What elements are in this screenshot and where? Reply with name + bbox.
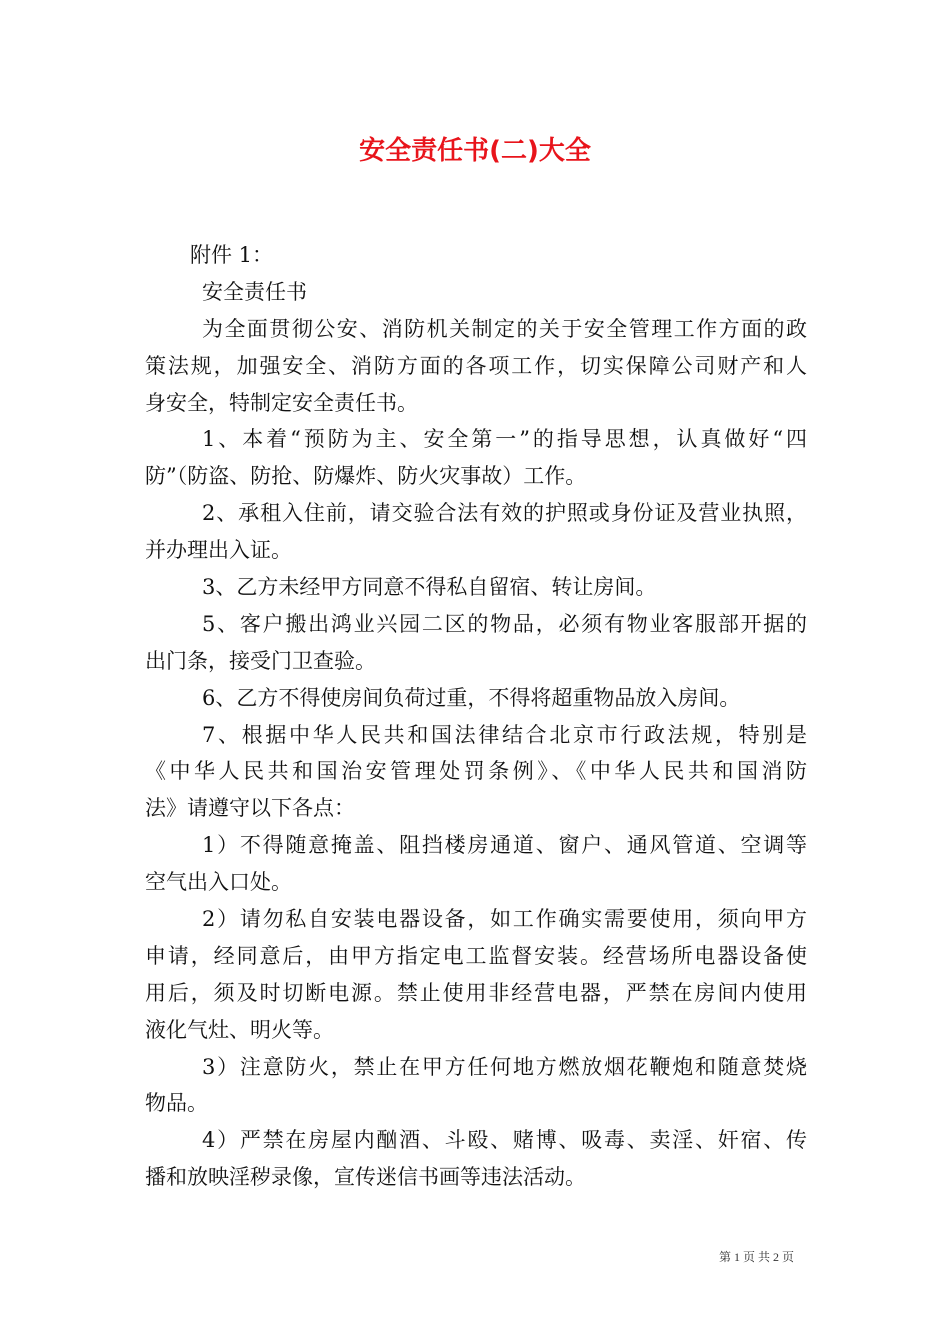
text-line: 播和放映淫秽录像，宣传迷信书画等违法活动。: [145, 1165, 586, 1190]
text-line: 《中华人民共和国治安管理处罚条例》、《中华人民共和国消防: [145, 759, 807, 784]
text-line: 4）严禁在房屋内酗酒、斗殴、赌博、吸毒、卖淫、奸宿、传: [202, 1128, 807, 1153]
document-body: [145, 237, 807, 1196]
text-line: 1）不得随意掩盖、阻挡楼房通道、窗户、通风管道、空调等: [202, 833, 807, 858]
text-line: 3）注意防火，禁止在甲方任何地方燃放烟花鞭炮和随意焚烧: [202, 1054, 807, 1079]
text-line: 防”（防盗、防抢、防爆炸、防火灾事故）工作。: [145, 464, 587, 489]
text-line: 出门条，接受门卫查验。: [145, 648, 376, 673]
text-line: 安全责任书: [202, 279, 307, 304]
text-line: 策法规，加强安全、消防方面的各项工作，切实保障公司财产和人: [145, 353, 807, 378]
text-line: 法》请遵守以下各点：: [145, 796, 355, 821]
text-line: 为全面贯彻公安、消防机关制定的关于安全管理工作方面的政: [202, 316, 807, 341]
text-line: 1、本着“预防为主、安全第一”的指导思想，认真做好“四: [202, 427, 807, 452]
text-line: 6、乙方不得使房间负荷过重，不得将超重物品放入房间。: [202, 685, 741, 710]
text-line: 空气出入口处。: [145, 870, 292, 895]
page-number: 第 1 页 共 2 页: [719, 1250, 795, 1264]
text-line: 液化气灶、明火等。: [145, 1017, 334, 1042]
text-line: 用后，须及时切断电源。禁止使用非经营电器，严禁在房间内使用: [145, 980, 807, 1005]
text-line: 3、乙方未经甲方同意不得私自留宿、转让房间。: [202, 575, 657, 600]
text-line: 身安全，特制定安全责任书。: [145, 390, 418, 415]
text-line: 5、客户搬出鸿业兴园二区的物品，必须有物业客服部开据的: [202, 611, 807, 636]
text-line: 申请，经同意后，由甲方指定电工监督安装。经营场所电器设备使: [145, 943, 807, 968]
text-line: 7、根据中华人民共和国法律结合北京市行政法规，特别是: [202, 722, 807, 747]
text-line: 物品。: [145, 1091, 208, 1116]
document-title: 安全责任书(二)大全: [359, 136, 591, 166]
text-line: 2）请勿私自安装电器设备，如工作确实需要使用，须向甲方: [202, 907, 807, 932]
text-line: 2、承租入住前，请交验合法有效的护照或身份证及营业执照，: [202, 501, 807, 526]
text-line: 附件 1：: [190, 243, 274, 267]
text-line: 并办理出入证。: [145, 538, 292, 563]
